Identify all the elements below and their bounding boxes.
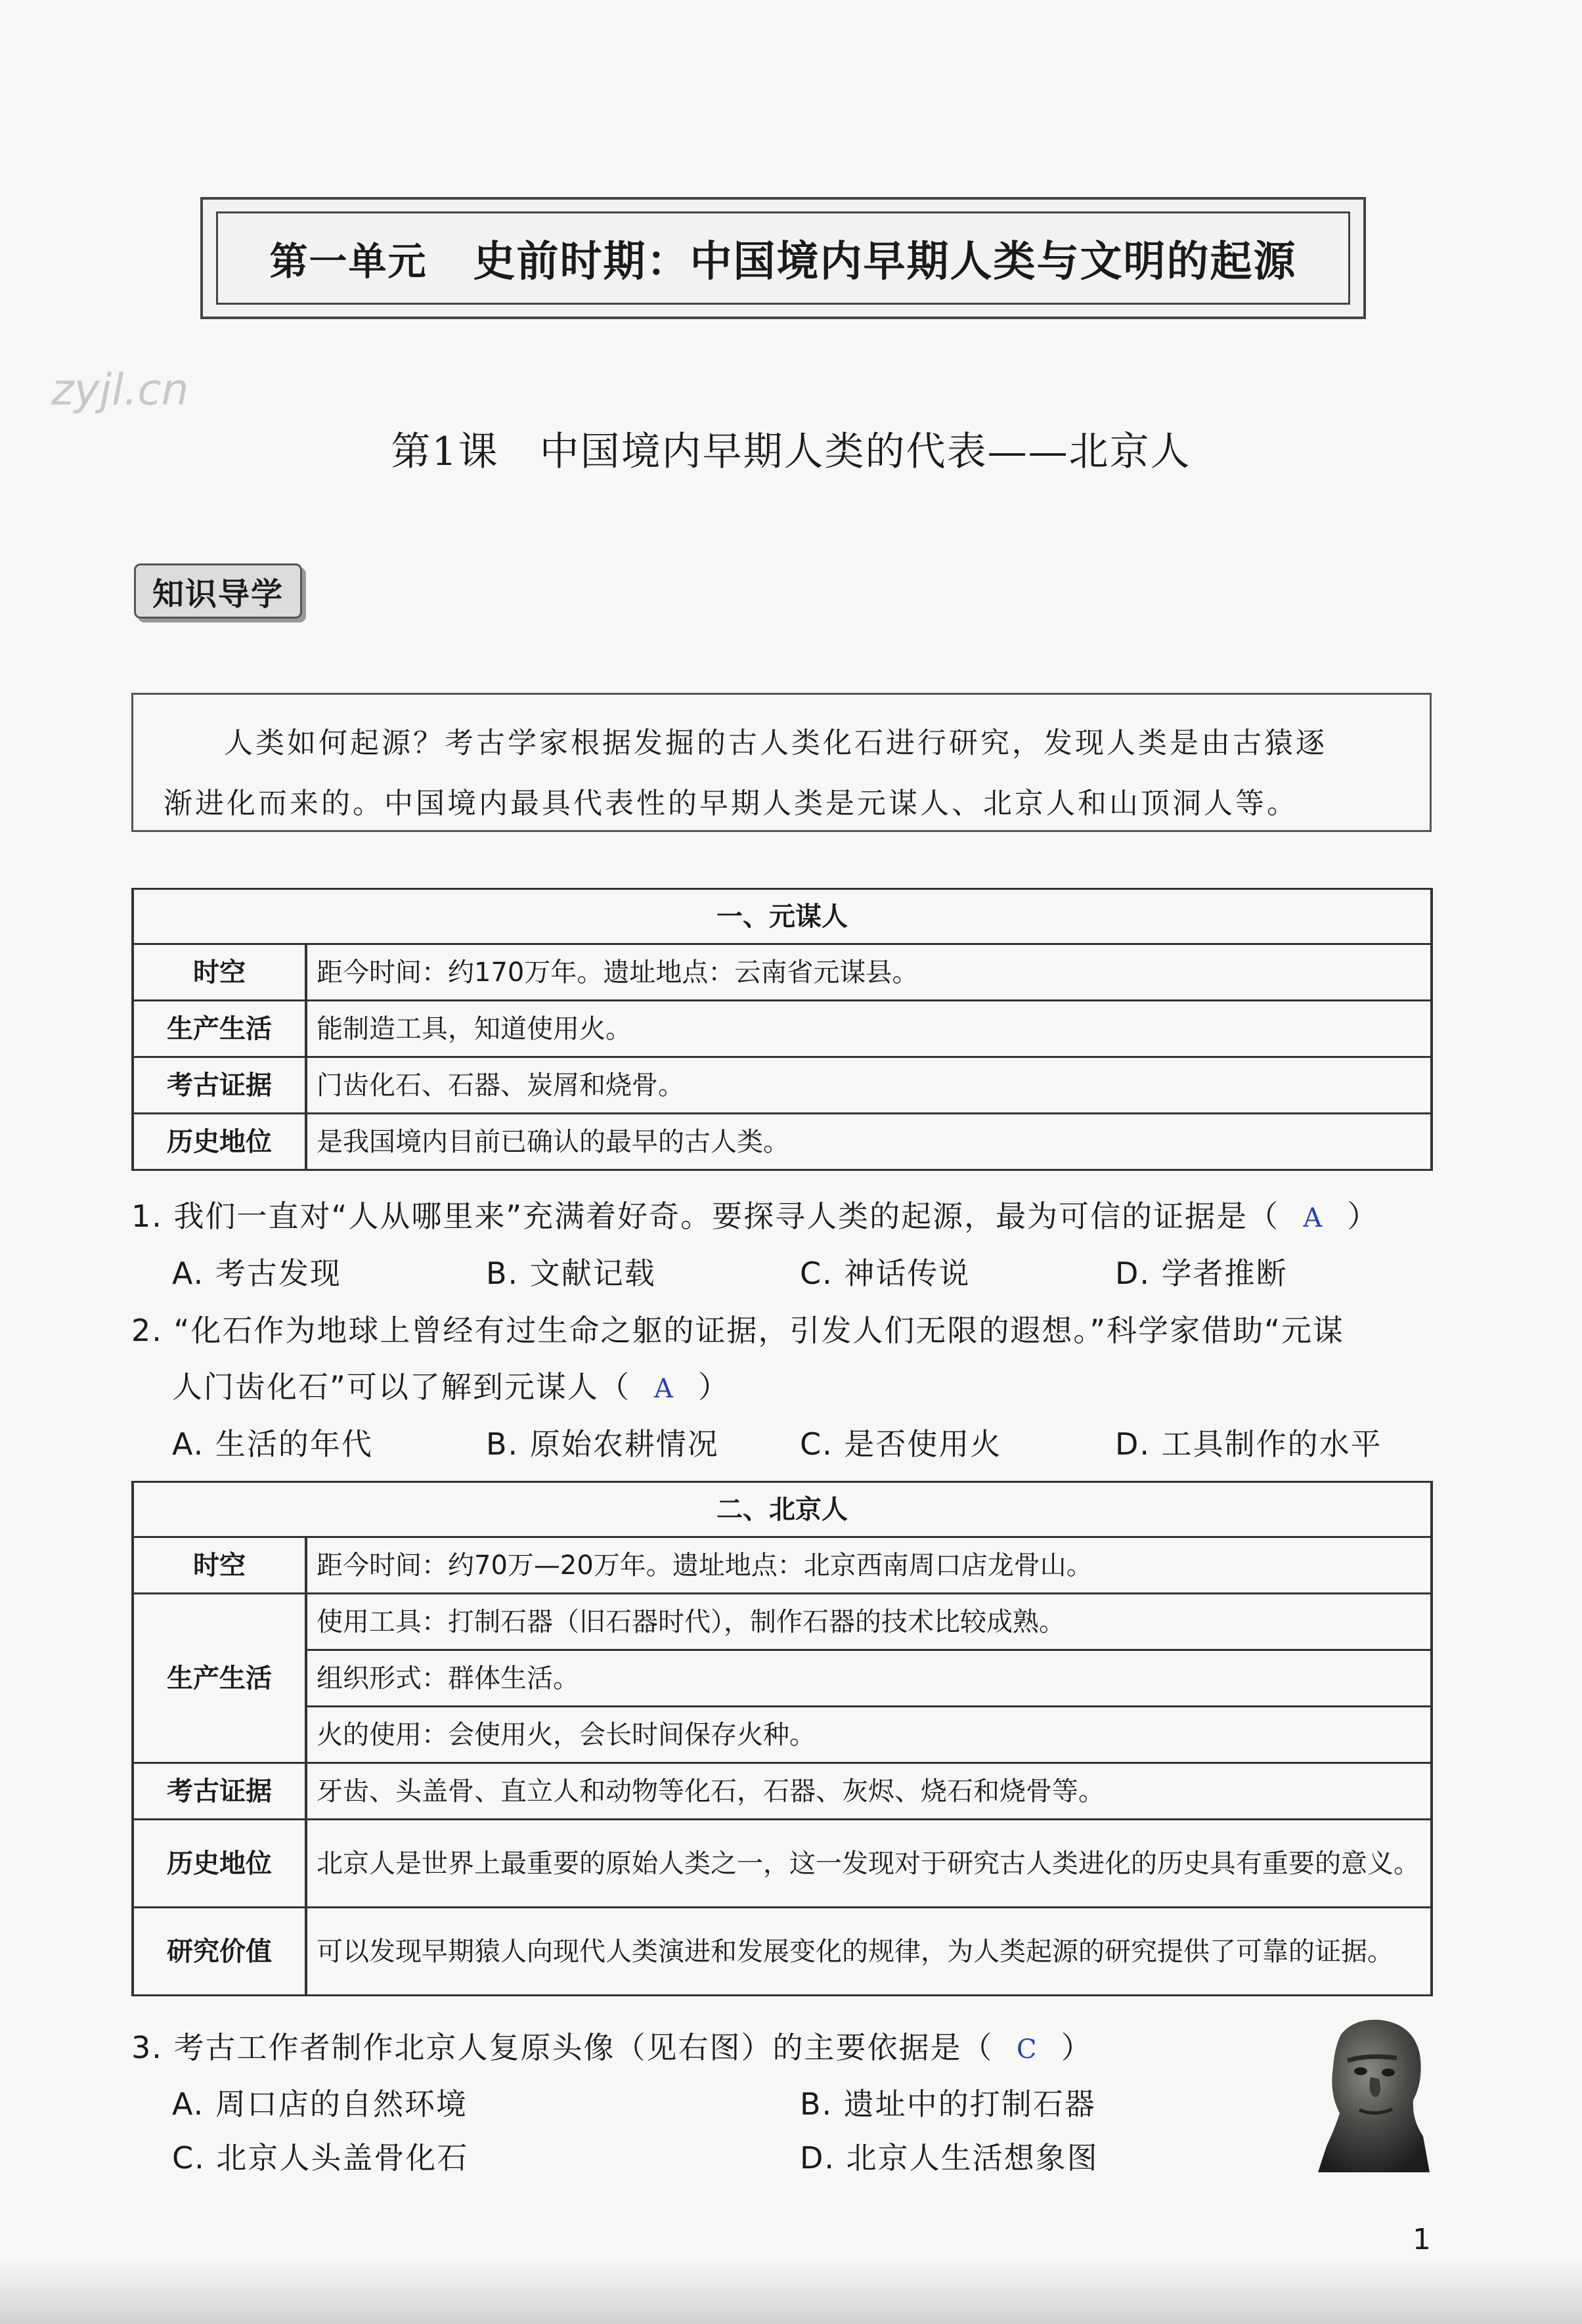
peking-man-table [131,1481,1433,1996]
row-label: 研究价值 [133,1908,306,1996]
option: C. 神话传说 [800,1256,971,1291]
row-value: 是我国境内目前已确认的最早的古人类。 [306,1114,1432,1170]
row-value: 使用工具：打制石器（旧石器时代），制作石器的技术比较成熟。 [306,1594,1432,1650]
row-value: 距今时间：约170万年。遗址地点：云南省元谋县。 [306,944,1432,1001]
row-label: 历史地位 [133,1820,306,1908]
row-value: 可以发现早期猿人向现代人类演进和发展变化的规律，为人类起源的研究提供了可靠的证据。 [306,1908,1432,1996]
question-3 [131,2024,1093,2067]
question-close: ） [1347,1198,1379,1234]
question-1 [131,1193,1378,1236]
unit-title: 史前时期：中国境内早期人类与文明的起源 [473,237,1297,286]
page-number: 1 [1413,2223,1431,2256]
question-stem: 3. 考古工作者制作北京人复原头像（见右图）的主要依据是（ [131,2030,994,2065]
option: A. 周口店的自然环境 [172,2086,468,2122]
option: A. 考古发现 [172,1256,341,1291]
lesson-title: 第1课 中国境内早期人类的代表——北京人 [391,429,1191,475]
option: D. 学者推断 [1115,1256,1288,1291]
question-2-line-2 [172,1363,730,1407]
unit-banner [200,197,1366,319]
option: C. 是否使用火 [800,1426,1002,1462]
question-close: ） [1061,2030,1093,2065]
option: D. 工具制作的水平 [1115,1426,1382,1462]
row-value: 能制造工具，知道使用火。 [306,1001,1432,1057]
row-value: 牙齿、头盖骨、直立人和动物等化石，石器、灰烬、烧石和烧骨等。 [306,1763,1432,1820]
unit-banner-inner [216,211,1350,305]
peking-man-bust-image [1315,2015,1433,2172]
question-close: ） [698,1369,730,1405]
intro-line-2: 渐进化而来的。中国境内最具代表性的早期人类是元谋人、北京人和山顶洞人等。 [164,787,1298,820]
row-label: 生产生活 [133,1594,306,1763]
question-2-line-1: 2. “化石作为地球上曾经有过生命之躯的证据，引发人们无限的遐想。”科学家借助“元谋 [131,1313,1345,1348]
row-value: 组织形式：群体生活。 [306,1650,1432,1707]
option: C. 北京人头盖骨化石 [172,2140,469,2176]
intro-line-1: 人类如何起源？考古学家根据发掘的古人类化石进行研究，发现人类是由古猿逐 [224,726,1327,760]
option: B. 遗址中的打制石器 [800,2086,1096,2122]
row-label: 时空 [133,1537,306,1594]
option: B. 文献记载 [486,1256,656,1291]
answer-mark: A [654,1374,674,1404]
bottom-decoration [0,2259,1582,2324]
question-stem: 人门齿化石”可以了解到元谋人（ [172,1369,630,1405]
row-label: 生产生活 [133,1001,306,1057]
watermark: zyjl.cn [51,364,189,415]
option: D. 北京人生活想象图 [800,2140,1099,2176]
row-value: 火的使用：会使用火，会长时间保存火种。 [306,1707,1432,1763]
row-label: 考古证据 [133,1763,306,1820]
row-label: 历史地位 [133,1114,306,1170]
row-label: 时空 [133,944,306,1001]
table-header: 二、北京人 [133,1482,1432,1537]
option: B. 原始农耕情况 [486,1426,719,1462]
answer-mark: A [1303,1203,1324,1233]
unit-label: 第一单元 [269,239,428,284]
row-label: 考古证据 [133,1057,306,1114]
table-header: 一、元谋人 [133,889,1432,944]
yuanmou-table [131,888,1433,1171]
intro-box [131,693,1432,832]
row-value: 门齿化石、石器、炭屑和烧骨。 [306,1057,1432,1114]
section-tag: 知识导学 [134,563,302,619]
row-value: 距今时间：约70万—20万年。遗址地点：北京西南周口店龙骨山。 [306,1537,1432,1594]
option: A. 生活的年代 [172,1426,373,1462]
answer-mark: C [1016,2034,1038,2065]
question-stem: 1. 我们一直对“人从哪里来”充满着好奇。要探寻人类的起源，最为可信的证据是（ [131,1198,1280,1234]
row-value: 北京人是世界上最重要的原始人类之一，这一发现对于研究古人类进化的历史具有重要的意义。 [306,1820,1432,1908]
